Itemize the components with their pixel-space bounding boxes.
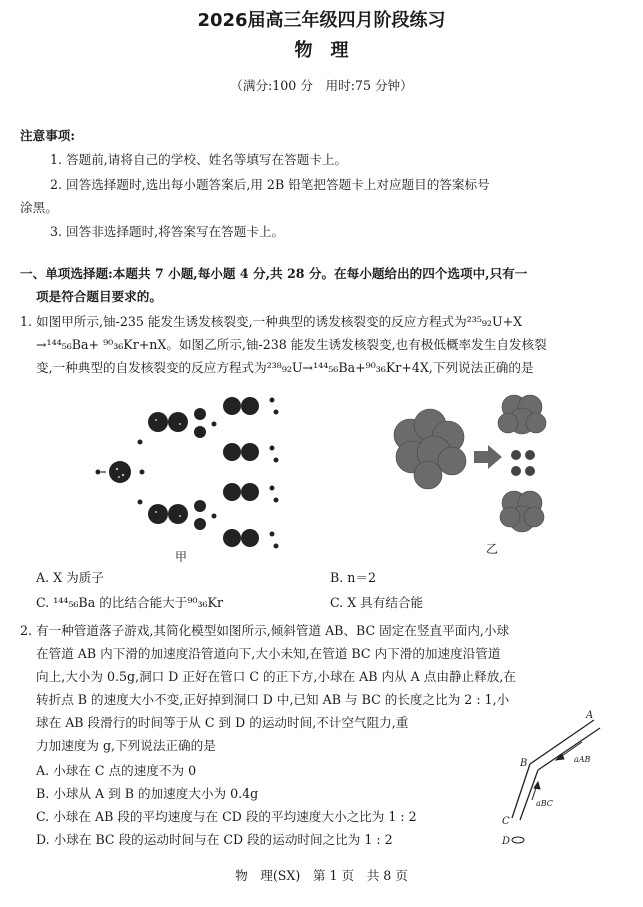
pipe-diagram [490, 708, 610, 848]
q1-option-a: A. X 为质子 [36, 570, 104, 585]
q2-option-b: B. 小球从 A 到 B 的加速度大小为 0.4g [36, 786, 259, 801]
label-b: B [520, 758, 528, 769]
q2-stem: 转折点 B 的速度大小不变,正好掉到洞口 D 中,已知 AB 与 BC 的长度之比为 2 : 1,小 [36, 692, 510, 707]
q1-option-c: C. ¹⁴⁴₅₆Ba 的比结合能大于⁹⁰₃₆Kr [36, 595, 223, 610]
hole-d-icon [512, 837, 524, 843]
q2-stem: 力加速度为 g,下列说法正确的是 [36, 738, 216, 753]
arrow-right-icon [474, 445, 502, 469]
q1-stem: 变,一种典型的自发核裂变的反应方程式为²³⁸₉₂U→¹⁴⁴₅₆Ba+⁹⁰₃₆Kr+4X,下列说法正确的是 [36, 360, 534, 375]
q2-stem: 在管道 AB 内下滑的加速度沿管道向下,大小未知,在管道 BC 内下滑的加速度沿管道 [36, 646, 501, 661]
q2-option-c: C. 小球在 AB 段的平均速度与在 CD 段的平均速度大小之比为 1 : 2 [36, 809, 417, 824]
neutron-icon [96, 470, 107, 475]
notice-item: 涂黑。 [20, 200, 58, 215]
fission-chain-figure [90, 392, 290, 552]
exam-title: 2026届高三年级四月阶段练习 [197, 10, 446, 31]
page-footer: 物 理(SX) 第 1 页 共 8 页 [235, 868, 408, 883]
label-c: C [502, 816, 510, 827]
q1-stem: 1. 如图甲所示,铀-235 能发生诱发核裂变,一种典型的诱发核裂变的反应方程式为²³⁵₉₂U+X [20, 314, 523, 329]
figure-label-right: 乙 [486, 542, 499, 556]
q2-stem: 球在 AB 段滑行的时间等于从 C 到 D 的运动时间,不计空气阻力,重 [36, 715, 409, 730]
q1-option-d: C. X 具有结合能 [330, 595, 424, 610]
section-heading-cont: 项是符合题目要求的。 [36, 289, 162, 304]
q1-stem: →¹⁴⁴₅₆Ba+ ⁹⁰₃₆Kr+nX。如图乙所示,铀-238 能发生诱发核裂变,也有极低概率发生自发核裂 [36, 337, 547, 352]
q2-option-d: D. 小球在 BC 段的运动时间与在 CD 段的运动时间之比为 1 : 2 [36, 832, 393, 847]
subject-title: 物 理 [294, 40, 349, 61]
label-a: A [586, 710, 594, 721]
figure-label-left: 甲 [175, 550, 188, 564]
label-a-ab: aAB [574, 755, 591, 764]
notice-heading: 注意事项: [20, 128, 76, 143]
q2-stem: 2. 有一种管道落子游戏,其简化模型如图所示,倾斜管道 AB、BC 固定在竖直平面内,小球 [20, 623, 510, 638]
section-heading: 一、单项选择题:本题共 7 小题,每小题 4 分,共 28 分。在每小题给出的四个选项中,只有一 [20, 266, 528, 281]
q1-option-b: B. n＝2 [330, 570, 376, 585]
q2-option-a: A. 小球在 C 点的速度不为 0 [36, 763, 197, 778]
label-d: D [502, 836, 511, 847]
notice-item: 2. 回答选择题时,选出每小题答案后,用 2B 铅笔把答题卡上对应题目的答案标号 [50, 177, 490, 192]
label-a-bc: aBC [536, 799, 553, 808]
q2-stem: 向上,大小为 0.5g,洞口 D 正好在管口 C 的正下方,小球在 AB 内从 A 点由静止释放,在 [36, 669, 516, 684]
exam-meta: （满分:100 分 用时:75 分钟） [230, 78, 413, 93]
notice-item: 1. 答题前,请将自己的学校、姓名等填写在答题卡上。 [50, 152, 348, 167]
notice-item: 3. 回答非选择题时,将答案写在答题卡上。 [50, 224, 285, 239]
spontaneous-fission-figure [382, 395, 572, 540]
